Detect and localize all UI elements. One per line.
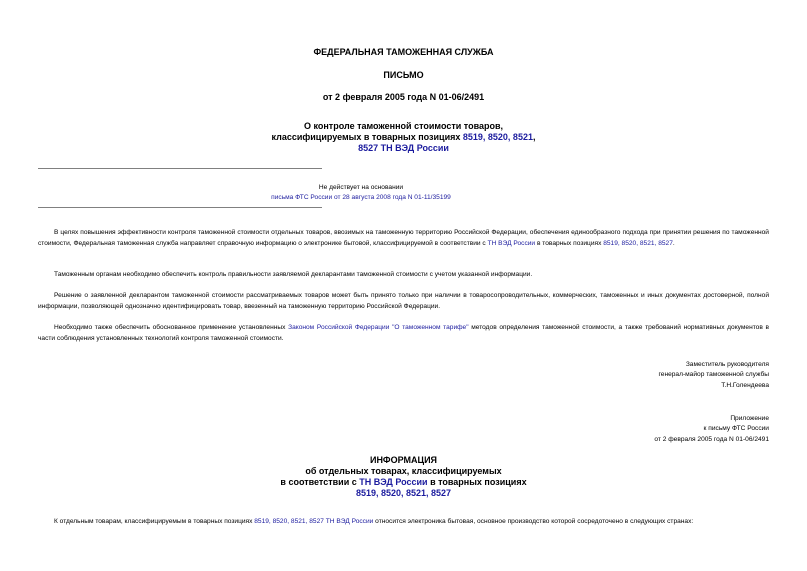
title-text: классифицируемых в товарных позициях — [271, 132, 463, 142]
p5-text-c: относится электроника бытовая, основное производство которой сосредоточено в следующих странах: — [373, 518, 694, 525]
p5-text-a: К отдельным товарам, классифицируемым в товарных позициях — [54, 518, 255, 525]
title-link-positions[interactable]: 8519, 8520, 8521 — [462, 132, 533, 142]
p1-text-b: в товарных позициях — [535, 239, 604, 247]
document-type: ПИСЬМО — [383, 70, 424, 80]
p1-link-positions[interactable]: 8519, 8520, 8521, 8527 — [603, 239, 673, 247]
p4-text-a: Необходимо также обеспечить обоснованное применение установленных — [54, 324, 289, 331]
signature-position-1: Заместитель руководителя — [685, 361, 769, 368]
status-link[interactable]: письма ФТС России от 28 августа 2008 года N 01-11/35199 — [271, 194, 451, 201]
paragraph-5 — [38, 517, 769, 528]
appendix-ref: к письму ФТС России — [703, 425, 769, 433]
appendix-label: Приложение — [730, 415, 769, 422]
paragraph-4 — [38, 323, 769, 344]
title-link-tnved[interactable]: 8527 ТН ВЭД России — [358, 143, 449, 153]
paragraph-2: Таможенным органам необходимо обеспечить контроль правильности заявляемой декларантами таможенной стоимости с учетом указанной информации. — [54, 271, 533, 278]
paragraph-1 — [38, 228, 769, 249]
document-title-line1: О контроле таможенной стоимости товаров, — [303, 121, 504, 131]
divider-top — [38, 168, 322, 169]
title-comma: , — [532, 132, 536, 142]
agency-name: ФЕДЕРАЛЬНАЯ ТАМОЖЕННАЯ СЛУЖБА — [313, 47, 494, 57]
info-link-tnved[interactable]: ТН ВЭД России — [359, 477, 428, 487]
document-title-line3 — [0, 143, 807, 154]
document-date-number: от 2 февраля 2005 года N 01-06/2491 — [322, 92, 485, 102]
divider-bottom — [38, 207, 322, 208]
status-text: Не действует на основании — [318, 184, 404, 191]
p1-text-a: В целях повышения эффективности контроля таможенной стоимости отдельных товаров, ввозимых на таможенную территорию Российской Федерации, обеспечения единообразного подхода при принятии решения по таможенной стоимости, Федеральная таможенная служба направляет справочную информацию о электронике бытовой, классифицируемой в соответствии с — [38, 229, 769, 247]
p4-text-b: методов определения таможенной стоимости, а также требований нормативных документов в части соблюдения установленных технологий контроля таможенной стоимости. — [38, 324, 770, 342]
info-link-positions[interactable]: 8519, 8520, 8521, 8527 — [355, 488, 452, 498]
appendix-block — [654, 414, 769, 445]
p5-link-positions[interactable]: 8519, 8520, 8521, 8527 — [254, 518, 324, 525]
signature-name: Т.Н.Голендеева — [721, 381, 769, 389]
info-title: ИНФОРМАЦИЯ — [369, 455, 438, 465]
appendix-date: от 2 февраля 2005 года N 01-06/2491 — [654, 435, 769, 443]
info-line3-prefix: в соответствии с — [280, 477, 360, 487]
paragraph-3: Решение о заявленной декларантом таможенной стоимости рассматриваемых товаров может быть принято только при наличии в товаросопроводительных, коммерческих, таможенных и иных документах достоверной, полной информации, позволяющей однозначно идентифицировать товар, ввезенный на таможенную территорию Российской Федерации. — [38, 292, 769, 310]
info-line3-suffix: в товарных позициях — [427, 477, 527, 487]
p1-link-tnved[interactable]: ТН ВЭД России — [487, 239, 536, 247]
p4-link-law[interactable]: Законом Российской Федерации "О таможенном тарифе" — [288, 324, 469, 331]
info-line2: об отдельных товарах, классифицируемых — [305, 466, 502, 476]
p5-link-tnved[interactable]: ТН ВЭД России — [325, 518, 374, 525]
signature-block — [659, 360, 769, 391]
document-title-line2 — [0, 132, 807, 143]
info-line3 — [0, 477, 807, 488]
info-line4 — [0, 488, 807, 499]
signature-position-2: генерал-майор таможенной службы — [658, 371, 769, 379]
p1-text-c: . — [672, 239, 675, 247]
